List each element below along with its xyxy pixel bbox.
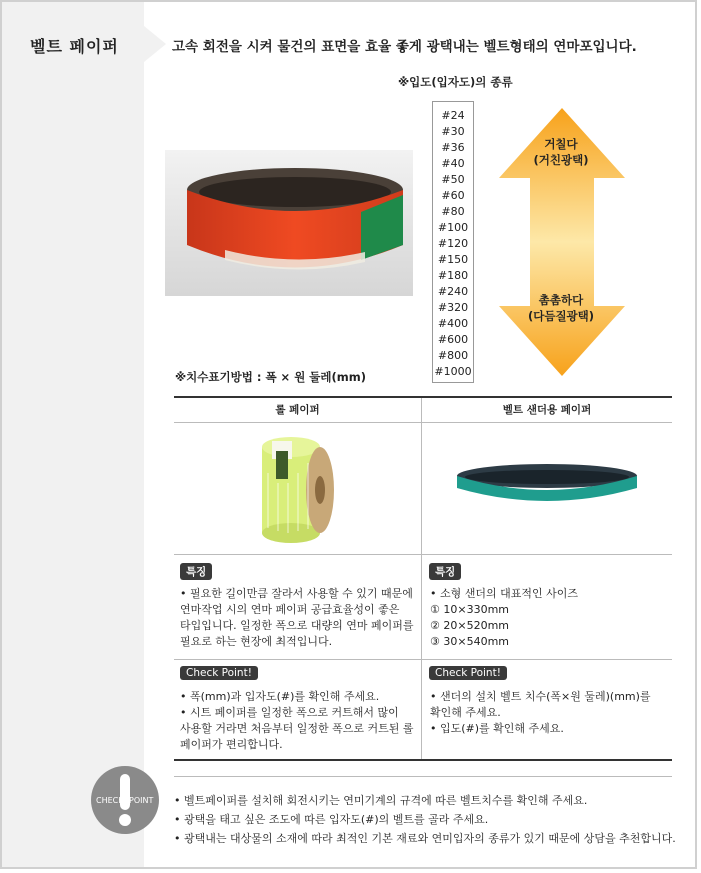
feature-line: • 필요한 길이만큼 잘라서 사용할 수 있기 때문에	[180, 587, 413, 600]
sidebar-pointer	[144, 26, 166, 62]
checkpoint-line: 사용할 거라면 처음부터 일정한 폭으로 커트된 롤	[180, 722, 414, 735]
grit-item: #320	[437, 301, 469, 314]
roll-checkpoints	[180, 689, 414, 753]
column-header-roll: 롤 페이퍼	[275, 404, 320, 416]
feature-line: ② 20×520mm	[430, 619, 509, 632]
grit-title: ※입도(입자도)의 종류	[398, 75, 513, 89]
grit-item: #100	[437, 221, 469, 234]
checkpoint-icon-left-text: CHECK	[96, 796, 124, 805]
grit-item: #120	[437, 237, 469, 250]
grit-item: #600	[437, 333, 469, 346]
grit-item: #150	[437, 253, 469, 266]
comparison-table	[174, 396, 672, 761]
checkpoint-line: • 샌더의 설치 벨트 치수(폭×원 둘레)(mm)를	[430, 690, 651, 703]
grit-item: #800	[437, 349, 469, 362]
checkpoint-line: • 폭(mm)과 입자도(#)를 확인해 주세요.	[180, 690, 380, 703]
checkpoint-line: 페이퍼가 편리합니다.	[180, 738, 283, 751]
grit-item: #400	[437, 317, 469, 330]
belt-photo	[165, 150, 413, 296]
arrow-top-label	[531, 136, 591, 168]
roll-paper-image	[254, 433, 344, 545]
feature-line: 필요로 하는 현장에 최적입니다.	[180, 635, 333, 648]
table-rule	[174, 422, 672, 423]
lead-text: 고속 회전을 시켜 물건의 표면을 효율 좋게 광택내는 벨트형태의 연마포입니다.	[172, 39, 637, 55]
table-rule	[174, 554, 672, 555]
notes-list	[174, 791, 676, 848]
feature-line: • 소형 샌더의 대표적인 사이즈	[430, 587, 578, 600]
grit-item: #1000	[434, 365, 472, 378]
grit-item: #40	[441, 157, 465, 170]
checkpoint-line: • 입도(#)를 확인해 주세요.	[430, 722, 564, 735]
notes-rule	[174, 776, 672, 777]
checkpoint-line: 확인해 주세요.	[430, 706, 501, 719]
arrow-bottom-label	[524, 292, 598, 324]
grit-item: #50	[441, 173, 465, 186]
arrow-top-line2: (거친광택)	[533, 153, 589, 167]
sander-belt-image	[452, 458, 642, 510]
note-item: • 벨트페이퍼를 설치해 회전시키는 연미기계의 규격에 따른 벨트치수를 확인해 주세요.	[174, 794, 588, 807]
grit-item: #240	[437, 285, 469, 298]
arrow-bottom-line2: (다듬질광택)	[527, 309, 595, 323]
grit-item: #180	[437, 269, 469, 282]
grit-item: #24	[441, 109, 465, 122]
section-title: 벨트 페이퍼	[30, 37, 119, 56]
feature-badge-left: 특징	[180, 563, 212, 580]
grit-item: #60	[441, 189, 465, 202]
dimension-title: ※치수표기방법 : 폭 × 원 둘레(mm)	[175, 370, 366, 384]
grit-item: #80	[441, 205, 465, 218]
sidebar	[2, 2, 144, 867]
grit-item: #36	[441, 141, 465, 154]
note-item: • 광택내는 대상물의 소재에 따라 최적인 기본 재료와 연미입자의 종류가 있기 때문에 상담을 추천합니다.	[174, 832, 676, 845]
column-header-belt: 벨트 샌더용 페이퍼	[502, 404, 592, 416]
arrow-bottom-line1: 촘촘하다	[538, 293, 584, 307]
grit-list	[432, 101, 474, 383]
grit-item: #30	[441, 125, 465, 138]
checkpoint-line: • 시트 페이퍼를 일정한 폭으로 커트해서 많이	[180, 706, 399, 719]
belt-features	[430, 586, 578, 650]
feature-line: 연마작업 시의 연마 페이퍼 공급효율성이 좋은	[180, 603, 400, 616]
checkpoint-badge-left: Check Point!	[180, 666, 258, 680]
feature-line: ① 10×330mm	[430, 603, 509, 616]
checkpoint-icon-right-text: POINT	[129, 796, 154, 805]
roll-features	[180, 586, 414, 650]
checkpoint-badge-right: Check Point!	[429, 666, 507, 680]
feature-badge-right: 특징	[429, 563, 461, 580]
table-rule	[174, 659, 672, 660]
table-divider	[421, 398, 422, 759]
arrow-top-line1: 거칠다	[544, 137, 578, 151]
feature-line: ③ 30×540mm	[430, 635, 509, 648]
note-item: • 광택을 태고 싶은 조도에 따른 입자도(#)의 벨트를 골라 주세요.	[174, 813, 489, 826]
feature-line: 타입입니다. 일정한 폭으로 대량의 연마 페이퍼를	[180, 619, 414, 632]
belt-checkpoints	[430, 689, 651, 737]
